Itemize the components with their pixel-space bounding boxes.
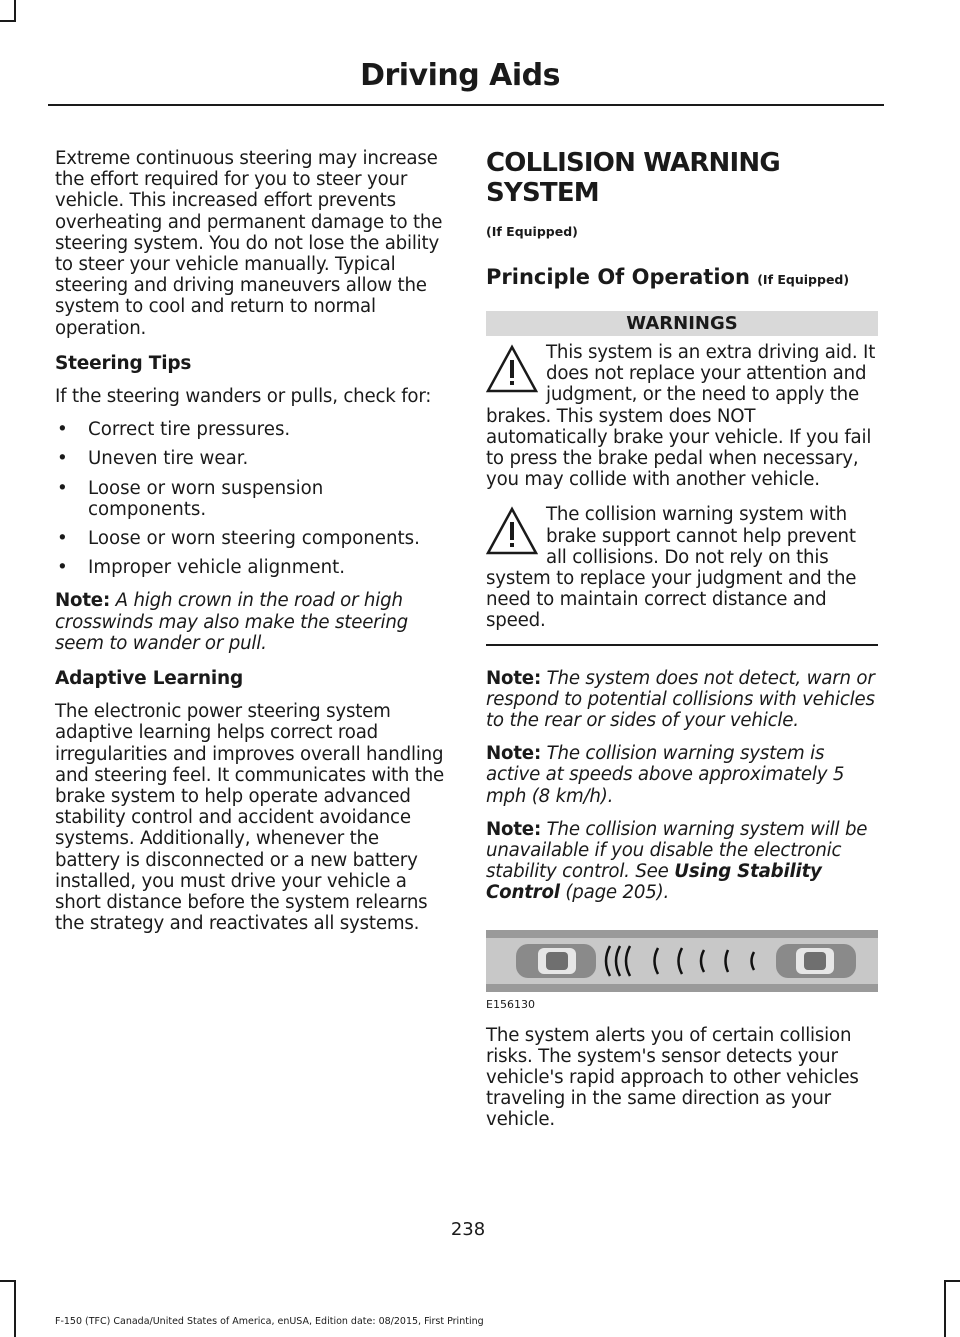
page-number: 238 [450,1219,486,1240]
warning-triangle-icon [486,344,538,396]
intro-paragraph: Extreme continuous steering may increase the effort required for you to steer your vehicle. This increased effort prevents overheating and permanent damage to the steering system. You do not lose the ability to steer your vehicle manually. Typical steering and driving maneuvers allow the system to cool and return to normal operation. [55,148,443,339]
note [55,590,447,654]
if-equipped-label: (If Equipped) [486,224,578,239]
crop-mark [14,1280,16,1337]
note-text: The collision warning system will be unavailable if you disable the electronic stability control. See [486,818,868,883]
right-column [486,148,878,1143]
principle-heading [486,265,878,289]
adaptive-learning-heading: Adaptive Learning [55,668,243,690]
page-reference: (page 205). [559,882,670,904]
note-text: The system does not detect, warn or respond to potential collisions with vehicles to the rear or sides of your vehicle. [486,667,875,732]
warning-block [486,342,878,490]
warning-text: This system is an extra driving aid. It does not replace your attention and judgment, or the need to apply the brakes. This system does NOT automatically brake your vehicle. If you fail to press the brake pedal when necessary, you may collide with another vehicle. [486,342,876,491]
steering-tips-list [55,419,447,578]
footer-text: F-150 (TFC) Canada/United States of America, enUSA, Edition date: 08/2015, First Printing [55,1316,484,1327]
crop-mark [14,0,16,20]
warnings-banner: WARNINGS [486,311,878,336]
note-label: Note: [55,590,111,612]
vehicle-ahead-icon [776,944,856,978]
crop-mark [944,1280,946,1337]
note-text: A high crown in the road or high crosswinds may also make the steering seem to wander or pull. [55,590,408,654]
page-title: Driving Aids [360,58,560,93]
left-column [55,148,447,947]
own-vehicle-icon [516,944,596,978]
list-item: • Uneven tire wear. [55,448,447,469]
warning-block [486,504,878,631]
collision-warning-illustration [486,930,878,992]
warning-triangle-icon [486,506,538,558]
list-item: • Improper vehicle alignment. [55,557,447,578]
list-item: • Loose or worn suspension components. [55,478,447,520]
crop-mark [944,1280,960,1282]
header-divider [48,104,884,106]
warnings-end-divider [486,644,878,646]
steering-tips-lead: If the steering wanders or pulls, check for: [55,386,432,408]
closing-paragraph: The system alerts you of certain collision risks. The system's sensor detects your vehicle's rapid approach to other vehicles traveling in the same direction as your vehicle. [486,1024,859,1131]
steering-tips-heading: Steering Tips [55,352,192,374]
note-text: The collision warning system is active at speeds above approximately 5 mph (8 km/h). [486,743,845,807]
list-item: • Loose or worn steering components. [55,528,447,549]
cross-reference-link[interactable]: Using Stability Control [486,861,822,904]
note-label: Note: [486,667,542,689]
principle-title: Principle Of Operation [486,265,750,289]
note [486,819,878,904]
note [486,743,878,807]
crop-mark [0,20,16,22]
crop-mark [0,1280,16,1282]
note-label: Note: [486,743,542,765]
note [486,668,878,732]
principle-equipped: (If Equipped) [757,272,850,287]
figure-id: E156130 [486,997,535,1011]
note-label: Note: [486,818,542,840]
section-title: COLLISION WARNING SYSTEM [486,148,780,208]
warning-text: The collision warning system with brake support cannot help prevent all collisions. Do not rely on this system to replace your judgment and the need to maintain correct distance and speed. [486,504,857,632]
adaptive-learning-paragraph: The electronic power steering system adaptive learning helps correct road irregularities and improves overall handling and steering feel. It communicates with the brake system to help operate advanced stability control and accident avoidance systems. Additionally, whenever the battery is disconnected or a new battery installed, you must drive your vehicle a short distance before the system relearns the strategy and reactivates all systems. [55,701,445,935]
list-item: • Correct tire pressures. [55,419,447,440]
